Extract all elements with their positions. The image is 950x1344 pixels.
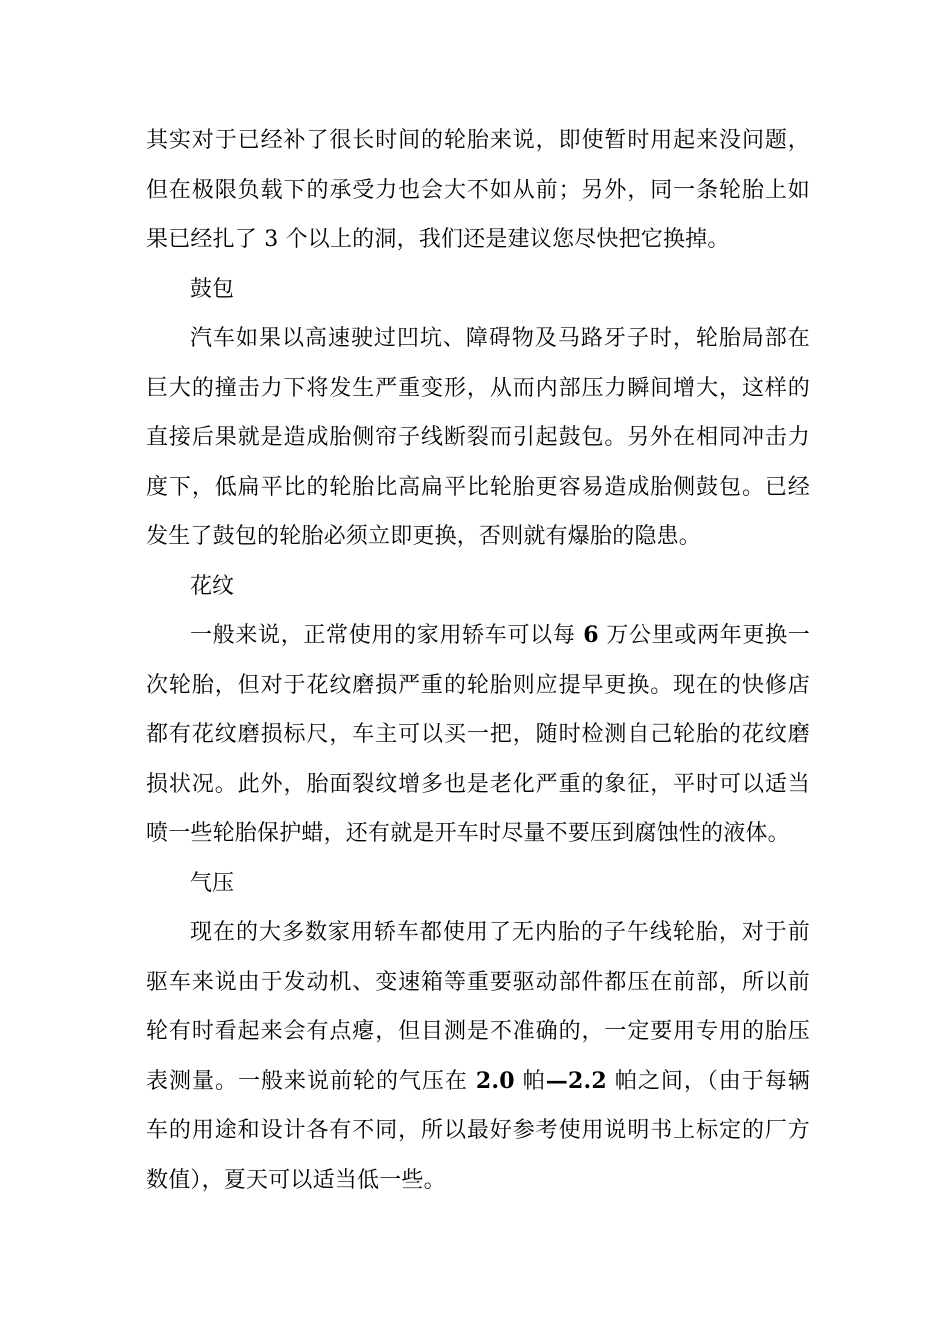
pressure-value-low: 2.0 [475, 1067, 515, 1094]
heading-bulge: 鼓包 [190, 276, 235, 302]
tread-number: 6 [583, 622, 599, 648]
pressure-text-part-1: 现在的大多数家用轿车都使用了无内胎的子午线轮胎，对于前驱车来说由于发动机、变速箱等重要驱动部件都压在前部，所以前轮有时看起来会有点瘪，但目测是不准确的，一定要用专用的胎压表测量。一般来说前轮的气压在 [146, 920, 810, 1094]
pressure-unit-1: 帕 [514, 1068, 546, 1094]
paragraph-patched-tire: 其实对于已经补了很长时间的轮胎来说，即使暂时用起来没问题，但在极限负载下的承受力也会大不如从前；另外，同一条轮胎上如果已经扎了 3 个以上的洞，我们还是建议您尽快把它换掉。 [146, 128, 810, 252]
heading-tread: 花纹 [190, 573, 235, 599]
pressure-value-high: —2.2 [545, 1067, 607, 1094]
pressure-text-part-2: 帕之间，（由于每辆车的用途和设计各有不同，所以最好参考使用说明书上标定的厂方数值），夏天可以适当低一些。 [146, 1068, 810, 1193]
paragraph-pressure [146, 908, 810, 1205]
heading-pressure: 气压 [190, 870, 235, 896]
paragraph-tread [146, 611, 810, 859]
tread-text-part-1: 一般来说，正常使用的家用轿车可以每 [190, 623, 584, 648]
document-page [146, 116, 810, 1205]
paragraph-bulge: 汽车如果以高速驶过凹坑、障碍物及马路牙子时，轮胎局部在巨大的撞击力下将发生严重变形，从而内部压力瞬间增大，这样的直接后果就是造成胎侧帘子线断裂而引起鼓包。另外在相同冲击力度下，低扁平比的轮胎比高扁平比轮胎更容易造成胎侧鼓包。已经发生了鼓包的轮胎必须立即更换，否则就有爆胎的隐患。 [146, 326, 810, 549]
tread-text-part-2: 万公里或两年更换一次轮胎，但对于花纹磨损严重的轮胎则应提早更换。现在的快修店都有花纹磨损标尺，车主可以买一把，随时检测自己轮胎的花纹磨损状况。此外，胎面裂纹增多也是老化严重的象征，平时可以适当喷一些轮胎保护蜡，还有就是开车时尽量不要压到腐蚀性的液体。 [146, 623, 810, 846]
